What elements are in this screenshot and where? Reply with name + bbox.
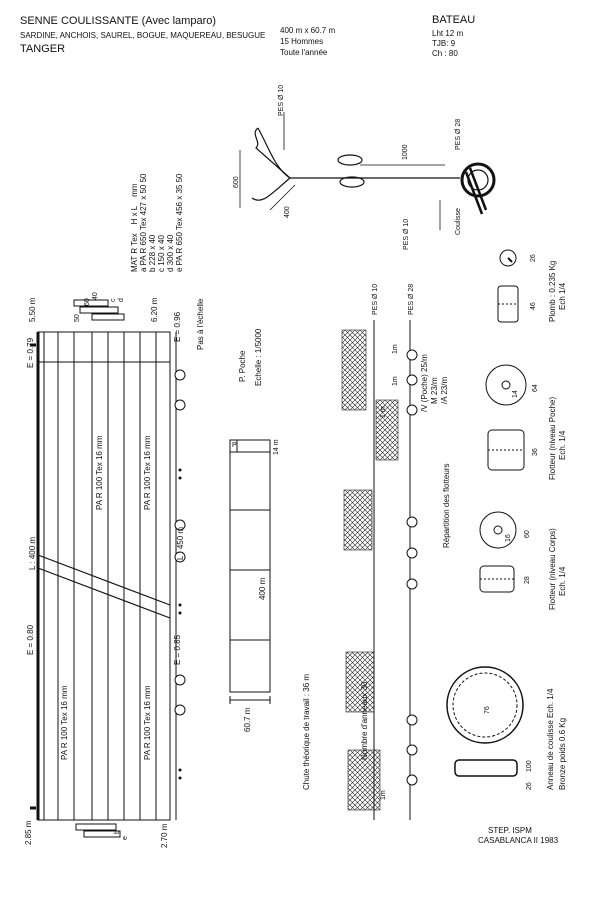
table-row: e PA R 650 Tex 456 x 35 50 <box>175 173 184 272</box>
plomb-46: 46 <box>530 302 537 310</box>
boat-title: BATEAU <box>432 14 476 26</box>
label-e-mid: E = 0.80 <box>26 624 35 655</box>
flot-corps-60: 60 <box>524 530 531 538</box>
label-anneaux: Nombre d'anneaux 30 <box>360 681 369 760</box>
label-im2: 1m <box>392 376 399 386</box>
flot-poche-36: 36 <box>532 448 539 456</box>
panel-upper-1: PA R 100 Tex 16 mm <box>95 435 104 510</box>
label-a-line: /A 23/m <box>440 376 449 404</box>
top-mark-60: 60 <box>84 298 91 306</box>
label-e-right: E = 0.96 <box>173 311 182 342</box>
plomb-title: Plomb : 0.235 Kg <box>548 260 557 322</box>
label-depth-top: 5.50 m <box>28 297 37 322</box>
label-repartition: Répartition des flotteurs <box>442 463 451 548</box>
flot-poche-64: 64 <box>532 384 539 392</box>
label-l-lower: L : 450 m <box>176 526 185 560</box>
label-scale-p: P <box>232 442 237 449</box>
boat-length: Lht 12 m <box>432 29 464 38</box>
label-float-pes28: PES Ø 28 <box>408 283 415 315</box>
season: Toute l'année <box>280 48 328 57</box>
label-e-bottom-mid: E = 0.85 <box>173 634 182 665</box>
label-rope-pes28: PES Ø 28 <box>455 118 462 150</box>
label-im4: 1m <box>380 790 387 800</box>
flot-poche-14: 14 <box>512 390 519 398</box>
flot-corps-16: 16 <box>505 534 512 542</box>
port-name: TANGER <box>20 43 66 55</box>
table-row: b 228 x 40 <box>148 234 157 272</box>
top-mark-50: 50 <box>74 314 81 322</box>
mesh-panels <box>342 330 398 810</box>
label-echelle: Echelle : 1/5000 <box>254 328 263 386</box>
float-dots <box>179 469 182 780</box>
label-depth-right-bottom: 2.70 m <box>160 823 169 848</box>
label-dim-400: 400 <box>284 206 291 218</box>
top-mark-40: 40 <box>92 292 99 300</box>
footer-step: STEP. ISPM <box>488 826 532 835</box>
anneau-76: 76 <box>484 706 491 714</box>
label-scale-width: 60.7 m <box>243 707 252 732</box>
label-dim-1000: 1000 <box>402 144 409 160</box>
net-plan <box>28 297 176 837</box>
plomb-26: 26 <box>530 254 537 262</box>
label-chute: Chute théorique de travail : 36 m <box>302 673 311 790</box>
float-lines <box>374 320 410 820</box>
flot-poche-title: Flotteur (niveau Poche) <box>548 396 557 480</box>
table-row: a PA R 650 Tex 427 x 50 50 <box>139 173 148 272</box>
label-depth-bottom: 2.85 m <box>24 820 33 845</box>
label-m-line: M 23/m <box>430 377 439 404</box>
plomb-ech: Ech 1/4 <box>558 282 567 310</box>
panel-upper-2: PA R 100 Tex 16 mm <box>143 435 152 510</box>
top-mark-d: d <box>118 298 125 302</box>
label-im1: 1m <box>392 344 399 354</box>
bottom-mark-b: b <box>114 830 121 834</box>
flot-poche-ech: Ech. 1/4 <box>558 430 567 460</box>
label-scale-len: 400 m <box>258 577 267 600</box>
bottom-mark-e: e <box>122 836 129 840</box>
scale-diagram <box>230 440 270 704</box>
boat-power: Ch : 80 <box>432 49 458 58</box>
table-row: c 150 x 40 <box>157 235 166 272</box>
flot-corps-28: 28 <box>524 576 531 584</box>
table-header: MAT R Tex H x L mm <box>130 183 139 272</box>
label-l-upper: L : 400 m <box>28 536 37 570</box>
label-e-top: E = 0.79 <box>26 337 35 368</box>
species-list: SARDINE, ANCHOIS, SAUREL, BOGUE, MAQUEREAU, BESUGUE <box>20 31 266 40</box>
table-row: d 300 x 40 <box>166 234 175 272</box>
label-pas: Pas à l'échelle <box>196 298 205 350</box>
label-dim-600: 600 <box>233 176 240 188</box>
label-float-pes10: PES Ø 10 <box>372 283 379 315</box>
label-rope-pes10-top: PES Ø 10 <box>278 84 285 116</box>
float-rings <box>407 350 417 785</box>
label-poche: P. Poche <box>238 350 247 382</box>
net-dimensions: 400 m x 60.7 m <box>280 26 336 35</box>
label-rope-pes10-bottom: PES Ø 10 <box>403 218 410 250</box>
flot-corps-ech: Ech. 1/4 <box>558 566 567 596</box>
footer-city: CASABLANCA II 1983 <box>478 836 559 845</box>
label-im3: 1 m <box>380 406 387 418</box>
label-depth-right-top: 6.20 m <box>150 297 159 322</box>
label-poche-line: /V (Poche) 25/m <box>420 354 429 412</box>
page-title: SENNE COULISSANTE (Avec lamparo) <box>20 15 217 27</box>
anneau-100: 100 <box>526 760 533 772</box>
crew-size: 15 Hommes <box>280 37 324 46</box>
materials-table <box>130 132 184 272</box>
flot-corps-title: Flotteur (niveau Corps) <box>548 528 557 610</box>
label-coulisse: Coulisse <box>455 208 462 235</box>
anneau-26: 26 <box>526 782 533 790</box>
anneau-bronze: Bronze poids 0.6 Kg <box>558 717 567 790</box>
anneau-title: Anneau de coulisse Ech. 1/4 <box>546 688 555 790</box>
top-mark-c: c <box>110 298 117 302</box>
panel-lower-1: PA R 100 Tex 16 mm <box>60 685 69 760</box>
panel-lower-2: PA R 100 Tex 16 mm <box>143 685 152 760</box>
parts-drawings <box>447 250 526 776</box>
label-scale-top: 14 m <box>273 439 280 455</box>
boat-tjb: TJB: 9 <box>432 39 456 48</box>
